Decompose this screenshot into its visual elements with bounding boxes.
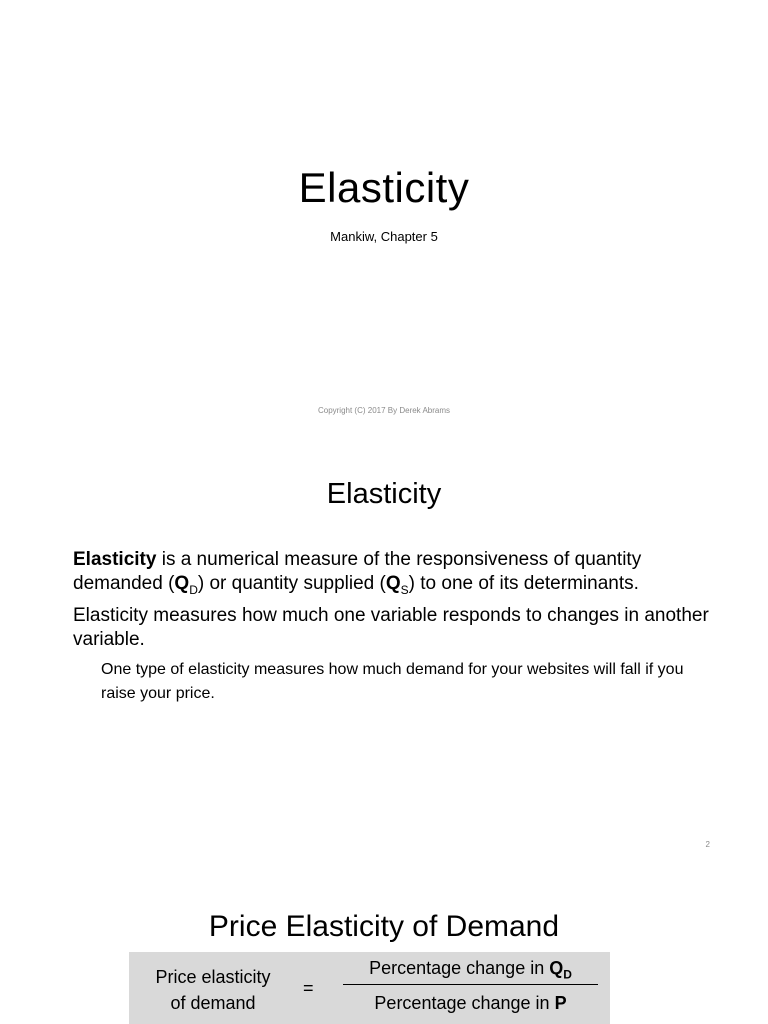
- formula-left-label: [129, 964, 297, 1016]
- slide-title: Elasticity: [298, 164, 470, 211]
- definition-paragraph: [73, 548, 713, 596]
- copyright-notice: Copyright (C) 2017 By Derek Abrams: [317, 406, 451, 415]
- definition-text-1: is a numerical measure of the responsiveness of quantity demanded (: [73, 549, 642, 594]
- formula-denominator: [343, 991, 598, 1015]
- formula-fraction: [343, 956, 598, 1015]
- denominator-text: Percentage change in: [374, 993, 555, 1013]
- numerator-subscript: D: [563, 967, 572, 982]
- formula-box: [129, 952, 610, 1024]
- slide-subtitle: Mankiw, Chapter 5: [330, 229, 438, 244]
- formula-numerator: [343, 956, 598, 980]
- qd-subscript: D: [189, 582, 198, 597]
- page-number: 2: [705, 840, 710, 849]
- definition-slide: [0, 432, 768, 864]
- equals-sign: =: [303, 978, 314, 998]
- fraction-bar: [343, 984, 598, 985]
- numerator-text: Percentage change in: [369, 958, 550, 978]
- formula-left-line-2: of demand: [170, 993, 256, 1013]
- slide-body: [73, 548, 713, 714]
- qs-subscript: S: [400, 582, 409, 597]
- qs-symbol: Q: [385, 573, 401, 594]
- measure-paragraph: Elasticity measures how much one variable responds to changes in another variable.: [73, 605, 709, 650]
- title-slide: [0, 0, 768, 432]
- definition-text-3: ) to one of its determinants.: [408, 573, 639, 594]
- definition-text-2: ) or quantity supplied (: [197, 573, 386, 594]
- slide-title: Elasticity: [326, 478, 442, 510]
- numerator-variable: Q: [549, 958, 564, 978]
- qd-symbol: Q: [174, 573, 190, 594]
- formula-left-line-1: Price elasticity: [155, 967, 271, 987]
- denominator-variable: P: [554, 993, 567, 1013]
- formula-slide: [0, 864, 768, 1024]
- term-bold: Elasticity: [73, 549, 157, 570]
- example-paragraph: One type of elasticity measures how much demand for your websites will fall if you raise your price.: [101, 661, 684, 702]
- slide-title: Price Elasticity of Demand: [208, 910, 560, 943]
